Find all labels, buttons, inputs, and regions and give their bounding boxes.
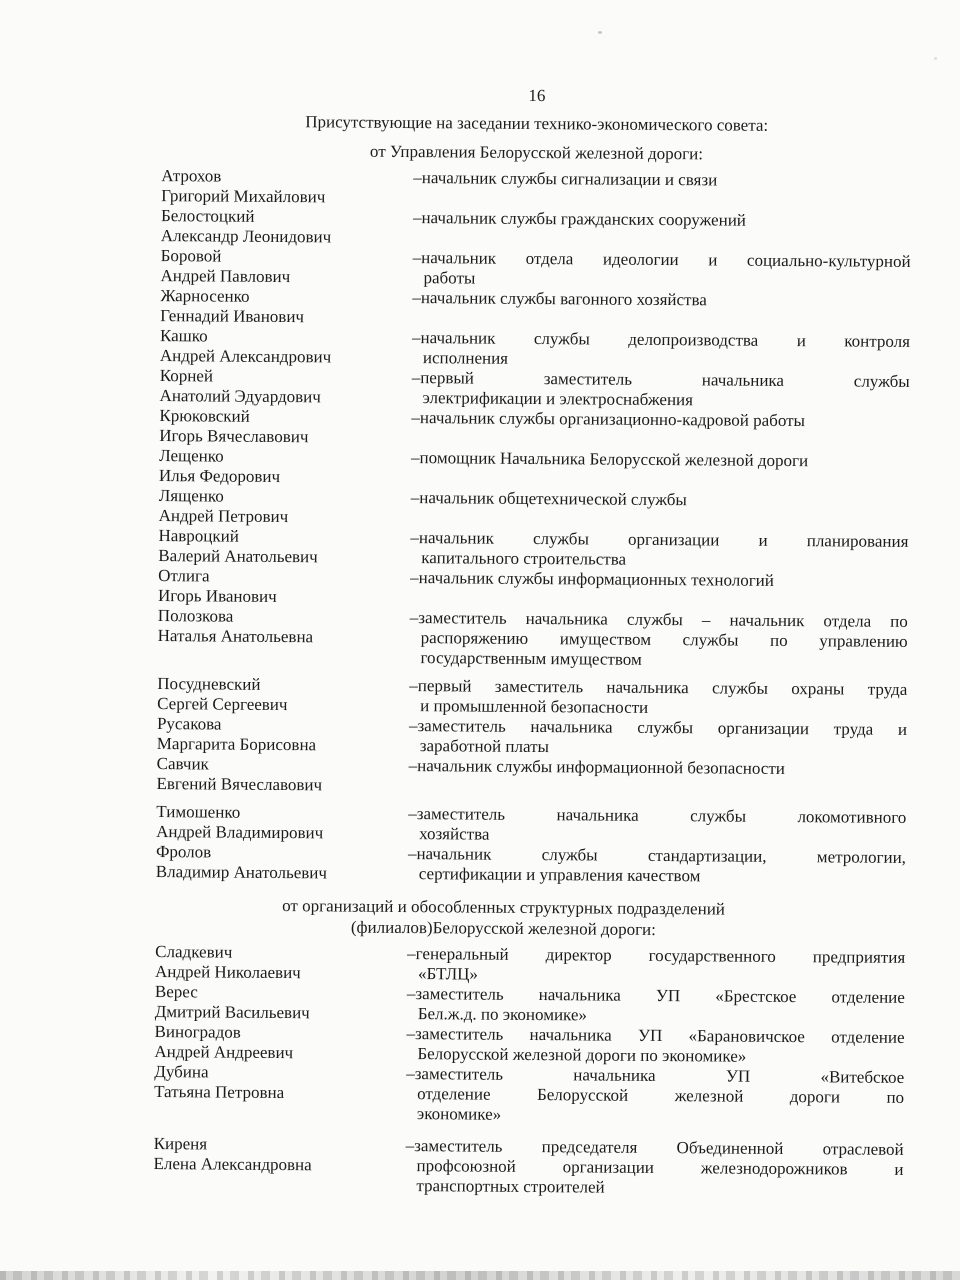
- section-organizations: [153, 894, 905, 1200]
- attendee-name-line: Лященко: [158, 486, 224, 506]
- attendee-role-line: –первый заместитель начальника службы: [411, 368, 910, 391]
- attendee-name-line: Андрей Александрович: [159, 346, 332, 367]
- attendee-role-line: распоряжению имуществом службы по управлению: [420, 628, 908, 651]
- attendee-row: [161, 166, 911, 212]
- attendee-row: [159, 486, 909, 532]
- attendee-name-line: Тимошенко: [156, 802, 241, 822]
- attendee-name-line: Фролов: [155, 842, 212, 862]
- attendee-name: [157, 674, 409, 716]
- attendee-row: [158, 526, 908, 572]
- attendee-name-line: Дмитрий Васильевич: [154, 1002, 310, 1023]
- attendee-role: [412, 248, 910, 292]
- attendee-role-line: «БТЛЦ»: [417, 964, 479, 984]
- attendee-name: [156, 754, 408, 796]
- attendee-role: [408, 844, 906, 888]
- attendee-role-line: –начальник службы стандартизации, метрологии,: [407, 844, 907, 867]
- attendee-role-line: и промышленной безопасности: [420, 696, 649, 717]
- attendee-name-line: Андрей Николаевич: [154, 962, 301, 983]
- attendee-row: [160, 326, 910, 372]
- attendee-role-line: –заместитель начальника службы – начальник отдела по: [409, 608, 908, 631]
- attendee-name: [154, 1062, 406, 1104]
- attendee-name-line: Отлига: [158, 566, 210, 586]
- attendee-name: [155, 942, 407, 984]
- attendee-role-line: исполнения: [422, 348, 509, 368]
- attendee-name-line: Евгений Вячеславович: [156, 774, 323, 795]
- attendee-role: [406, 1064, 904, 1128]
- attendee-role-line: –начальник службы информационных технологий: [410, 568, 775, 590]
- attendee-name: [159, 486, 411, 528]
- attendee-name-line: Игорь Иванович: [157, 586, 277, 606]
- attendee-name-line: Дубина: [154, 1062, 209, 1082]
- attendee-name-line: Татьяна Петровна: [154, 1082, 285, 1103]
- attendee-name-line: Андрей Андреевич: [154, 1042, 294, 1063]
- attendee-role: [409, 756, 907, 780]
- attendee-role-line: –начальник службы организационно-кадровой работы: [411, 408, 806, 431]
- attendee-name: [158, 526, 410, 568]
- attendee-role-line: заработной платы: [419, 736, 550, 757]
- attendee-name: [161, 206, 413, 248]
- attendee-name: [156, 842, 408, 884]
- attendee-name-line: Андрей Павлович: [160, 266, 291, 287]
- attendee-role-line: –помощник Начальника Белорусской железной дороги: [411, 448, 809, 471]
- attendee-name: [155, 982, 407, 1024]
- attendee-role: [409, 716, 907, 760]
- attendee-role: [409, 608, 907, 672]
- attendee-role-line: –заместитель начальника службы локомотивного: [408, 804, 907, 827]
- attendee-row: [156, 802, 906, 848]
- section-heading-line: от Управления Белорусской железной дороги:: [369, 141, 704, 164]
- attendee-role-line: –начальник службы информационной безопасности: [408, 756, 785, 778]
- attendee-row: [160, 246, 910, 292]
- attendee-role: [410, 528, 908, 572]
- attendee-role-line: –заместитель начальника УП «Витебское: [406, 1064, 905, 1087]
- attendee-row: [157, 674, 907, 720]
- attendee-name-line: Александр Леонидович: [160, 226, 332, 247]
- attendee-name-line: Виноградов: [154, 1022, 241, 1042]
- attendee-name-line: Андрей Петрович: [158, 506, 289, 527]
- attendee-role-line: –начальник отдела идеологии и социально-культурной: [412, 248, 911, 271]
- attendee-name: [157, 714, 409, 756]
- attendee-role: [409, 676, 907, 720]
- attendee-row: [157, 606, 907, 672]
- attendee-name: [159, 446, 411, 488]
- attendee-name-line: Верес: [154, 982, 198, 1002]
- attendee-role: [410, 568, 908, 592]
- attendee-name-line: Белостоцкий: [160, 206, 255, 226]
- attendee-name: [158, 566, 410, 608]
- attendee-name-line: Кашко: [159, 326, 208, 346]
- attendee-name-line: Лещенко: [159, 446, 224, 466]
- attendee-row: [160, 286, 910, 332]
- document-title: Присутствующие на заседании технико-экономического совета:: [305, 112, 769, 135]
- attendee-name-line: Владимир Анатольевич: [155, 862, 328, 883]
- attendee-role: [411, 448, 909, 472]
- attendee-role-line: профсоюзной организации железнодорожников и: [416, 1156, 904, 1179]
- attendee-name-line: Елена Александровна: [153, 1154, 312, 1175]
- scan-speck: [598, 31, 602, 34]
- attendee-row: [155, 982, 905, 1028]
- attendee-name: [161, 166, 413, 208]
- attendee-role: [407, 944, 905, 988]
- attendee-role-line: –начальник службы сигнализации и связи: [413, 168, 718, 190]
- attendee-name-line: Киреня: [153, 1134, 208, 1154]
- attendee-list: [156, 166, 912, 888]
- attendee-role-line: Белорусской железной дороги по экономике»: [417, 1044, 747, 1066]
- attendee-role: [411, 488, 909, 512]
- attendee-row: [159, 366, 909, 412]
- attendee-name-line: Илья Федорович: [158, 466, 281, 487]
- attendee-role-line: электрификации и электроснабжения: [422, 388, 694, 410]
- attendee-row: [153, 1134, 903, 1200]
- attendee-row: [157, 714, 907, 760]
- attendee-role-line: –начальник общетехнической службы: [410, 488, 687, 510]
- attendee-role-line: –заместитель начальника УП «Барановичское отделение: [406, 1024, 905, 1047]
- attendee-role-line: –начальник службы вагонного хозяйства: [412, 288, 707, 310]
- attendee-name-line: Наталья Анатольевна: [157, 626, 314, 647]
- attendee-name-line: Боровой: [160, 246, 222, 266]
- attendee-role-line: –начальник службы делопроизводства и контроля: [411, 328, 911, 351]
- attendee-role-line: –начальник службы гражданских сооружений: [412, 208, 747, 230]
- attendee-role: [408, 804, 906, 848]
- attendee-role-line: –первый заместитель начальника службы охраны труда: [409, 676, 908, 699]
- attendee-name: [159, 406, 411, 448]
- attendee-role-line: –заместитель председателя Объединенной отраслевой: [405, 1136, 904, 1159]
- attendee-role-line: капитального строительства: [421, 548, 627, 569]
- section-heading: [128, 894, 878, 942]
- attendee-name: [160, 326, 412, 368]
- attendee-row: [161, 206, 911, 252]
- attendee-name: [158, 606, 410, 648]
- scan-speck: [934, 57, 937, 60]
- attendee-list: [153, 942, 905, 1200]
- attendee-name-line: Сергей Сергеевич: [157, 694, 288, 715]
- section-heading-line: от организаций и обособленных структурных подразделений: [282, 896, 726, 919]
- attendee-name: [160, 246, 412, 288]
- attendee-name: [154, 1022, 406, 1064]
- attendee-name-line: Савчик: [156, 754, 209, 774]
- attendee-role: [412, 328, 910, 372]
- section-heading-line: (филиалов)Белорусской железной дороги:: [350, 917, 656, 939]
- attendee-name-line: Полозкова: [157, 606, 234, 626]
- attendee-role-line: работы: [423, 268, 476, 288]
- attendee-row: [156, 754, 906, 800]
- attendee-row: [158, 566, 908, 612]
- attendee-name: [153, 1134, 405, 1176]
- attendee-name-line: Валерий Анатольевич: [158, 546, 318, 567]
- attendee-role-line: транспортных строителей: [416, 1176, 605, 1197]
- attendee-role-line: –заместитель начальника УП «Брестское отделение: [406, 984, 905, 1007]
- attendee-name-line: Русакова: [156, 714, 222, 734]
- attendee-role: [412, 288, 910, 312]
- attendee-name-line: Маргарита Борисовна: [156, 734, 317, 755]
- attendee-role-line: Бел.ж.д. по экономике»: [417, 1004, 588, 1025]
- page-number: 16: [528, 85, 546, 106]
- attendee-row: [154, 1062, 904, 1128]
- attendee-role: [413, 208, 911, 232]
- attendee-role-line: сертификации и управления качеством: [418, 864, 701, 886]
- attendee-name-line: Сладкевич: [155, 942, 233, 962]
- attendee-role-line: –начальник службы организации и планирования: [410, 528, 909, 551]
- attendee-role-line: государственным имуществом: [420, 648, 642, 669]
- attendee-role-line: –генеральный директор государственного предприятия: [407, 944, 906, 967]
- attendee-role: [406, 1024, 904, 1068]
- attendee-name: [160, 286, 412, 328]
- attendee-row: [155, 942, 905, 988]
- attendee-row: [159, 406, 909, 452]
- attendee-name-line: Игорь Вячеславович: [159, 426, 309, 447]
- attendee-row: [154, 1022, 904, 1068]
- attendee-name: [156, 802, 408, 844]
- attendee-role-line: хозяйства: [419, 824, 490, 844]
- attendee-name-line: Посудневский: [157, 674, 261, 694]
- attendee-name-line: Жарносенко: [160, 286, 250, 306]
- attendee-role: [407, 984, 905, 1028]
- attendee-name-line: Атрохов: [161, 166, 222, 186]
- attendee-row: [156, 842, 906, 888]
- section-management: [156, 139, 912, 888]
- scanner-edge-artifact: [0, 1271, 960, 1280]
- attendee-name-line: Анатолий Эдуардович: [159, 386, 321, 407]
- attendee-name-line: Григорий Михайлович: [161, 186, 326, 207]
- attendee-row: [159, 446, 909, 492]
- attendee-role: [411, 408, 909, 432]
- attendee-role-line: отделение Белорусской железной дороги по: [417, 1084, 905, 1107]
- attendee-role-line: –заместитель начальника службы организации труда и: [408, 716, 908, 739]
- attendee-name-line: Крюковский: [159, 406, 250, 426]
- document-content: [153, 0, 912, 1200]
- attendee-role: [405, 1136, 903, 1200]
- attendee-name-line: Геннадий Иванович: [160, 306, 305, 327]
- attendee-name-line: Навроцкий: [158, 526, 239, 546]
- attendee-name-line: Андрей Владимирович: [156, 822, 324, 843]
- attendee-role-line: экономике»: [416, 1104, 502, 1124]
- attendee-name: [159, 366, 411, 408]
- attendee-name-line: Корней: [159, 366, 214, 386]
- attendee-role: [411, 368, 909, 412]
- attendee-role: [413, 168, 911, 192]
- section-heading: [161, 139, 911, 166]
